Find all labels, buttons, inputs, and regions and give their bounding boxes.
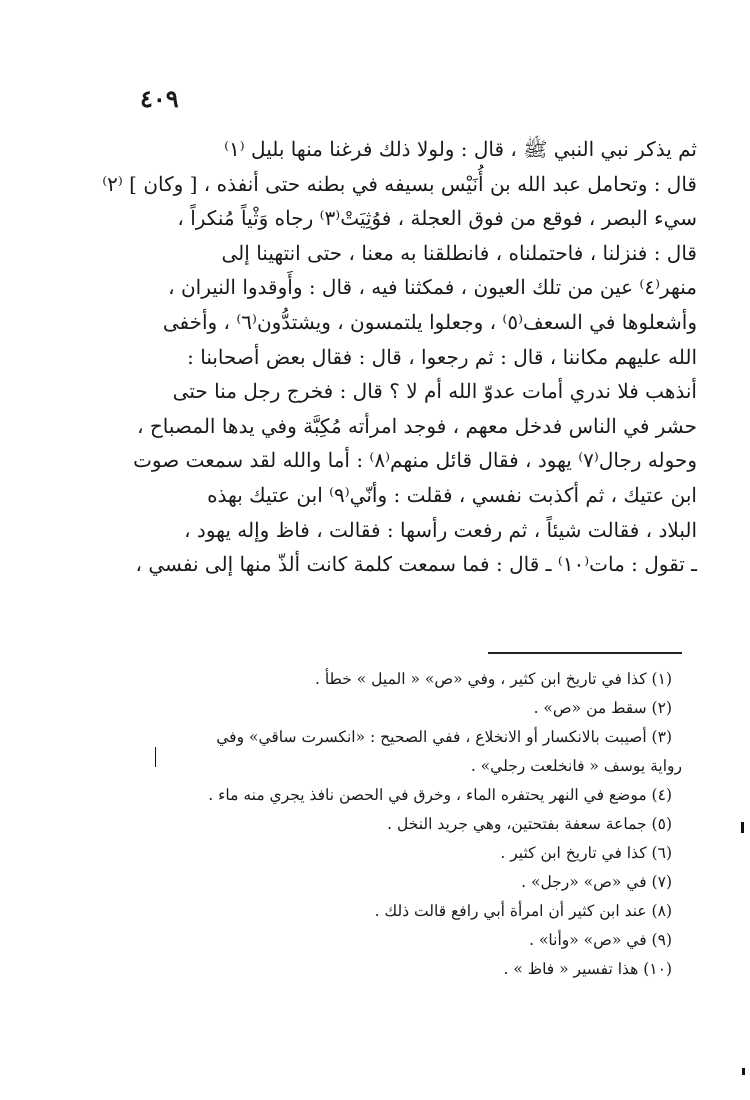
body-line: أنذهب فلا ندري أمات عدوّ الله أم لا ؟ قال : فخرج رجل منا حتى bbox=[172, 379, 697, 404]
footnotes bbox=[150, 665, 682, 984]
footnote: (٥) جماعة سعفة بفتحتين، وهي جريد النخل . bbox=[387, 815, 672, 833]
body-line: قال : وتحامل عبد الله بن أُنَيْس بسيفه في بطنه حتى أنفذه ، [ وكان ] ⁽٢⁾ bbox=[102, 171, 697, 196]
footnote: (٧) في «ص» «رجل» . bbox=[521, 873, 672, 891]
footnote: (٣) أصيبت بالانكسار أو الانخلاع ، ففي الصحيح : «انكسرت ساقي» وفي bbox=[216, 728, 672, 746]
footnote: (٦) كذا في تاريخ ابن كثير . bbox=[500, 844, 672, 862]
footnote: (١٠) هذا تفسير « فاظ » . bbox=[503, 960, 672, 978]
footnote: (٢) سقط من «ص» . bbox=[533, 699, 672, 717]
body-line: ابن عتيك ، ثم أكذبت نفسي ، فقلت : وأنّي⁽٩⁾ ابن عتيك بهذه bbox=[207, 482, 697, 507]
page-number: ٤٠٩ bbox=[140, 84, 179, 113]
footnote-continuation: رواية يوسف « فانخلعت رجلي» . bbox=[470, 757, 682, 775]
body-line: قال : فنزلنا ، فاحتملناه ، فانطلقنا به معنا ، حتى انتهينا إلى bbox=[221, 240, 697, 265]
body-line: سيء البصر ، فوقع من فوق العجلة ، فوُثِيَتْ⁽٣⁾ رجاه وَثْياً مُنكراً ، bbox=[177, 206, 697, 231]
body-line: حشر في الناس فدخل معهم ، فوجد امرأته مُكِبَّة وفي يدها المصباح ، bbox=[137, 413, 697, 438]
body-line: منهر⁽٤⁾ عين من تلك العيون ، فمكثنا فيه ، قال : وأَوقدوا النيران ، bbox=[168, 275, 697, 300]
body-line: ثم يذكر نبي النبي ﷺ ، قال : ولولا ذلك فرغنا منها بليل ⁽١⁾ bbox=[224, 137, 697, 161]
body-line: وأشعلوها في السعف⁽٥⁾ ، وجعلوا يلتمسون ، ويشتدُّون⁽٦⁾ ، وأخفى bbox=[162, 309, 697, 334]
footnote: (١) كذا في تاريخ ابن كثير ، وفي «ص» « الميل » خطأ . bbox=[314, 670, 672, 688]
body-line: البلاد ، فقالت شيئاً ، ثم رفعت رأسها : فقالت ، فاظ وإله يهود ، bbox=[184, 517, 697, 542]
footnote: (٤) موضع في النهر يحتفره الماء ، وخرق في الحصن نافذ يجري منه ماء . bbox=[208, 786, 672, 804]
scan-mark bbox=[155, 747, 156, 767]
scan-mark bbox=[741, 822, 744, 833]
footnote-divider bbox=[488, 652, 682, 654]
scan-mark bbox=[742, 1068, 745, 1075]
body-line: وحوله رجال⁽٧⁾ يهود ، فقال قائل منهم⁽٨⁾ : أما والله لقد سمعت صوت bbox=[133, 448, 697, 473]
footnote: (٩) في «ص» «وأنا» . bbox=[529, 931, 672, 949]
footnote: (٨) عند ابن كثير أن امرأة أبي رافع قالت ذلك . bbox=[374, 902, 672, 920]
main-text bbox=[102, 132, 697, 582]
body-line: الله عليهم مكاننا ، قال : ثم رجعوا ، قال : فقال بعض أصحابنا : bbox=[187, 344, 697, 369]
body-line: ـ تقول : مات⁽١٠⁾ ـ قال : فما سمعت كلمة كانت ألذّ منها إلى نفسي ، bbox=[135, 552, 697, 577]
